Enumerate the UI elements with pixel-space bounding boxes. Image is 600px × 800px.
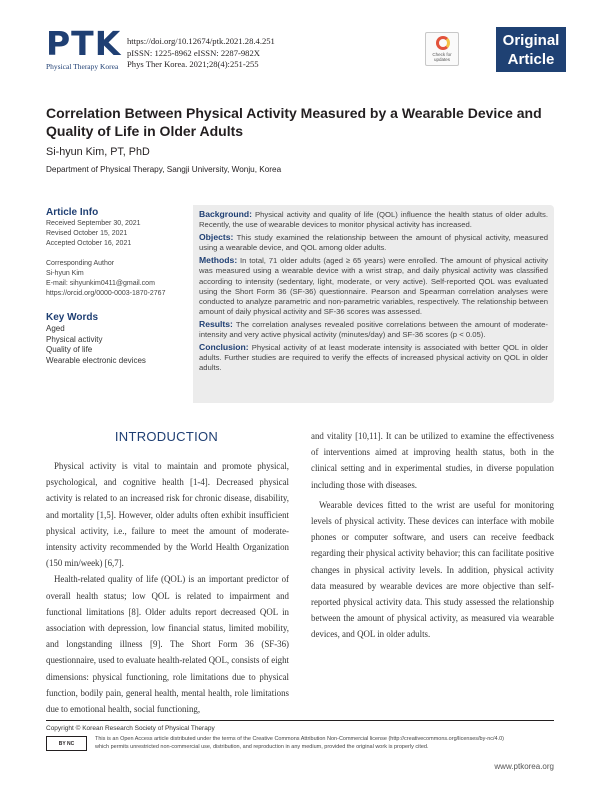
title-line-2: Quality of Life in Older Adults bbox=[46, 123, 244, 139]
conclusion-label: Conclusion: bbox=[199, 342, 249, 353]
keyword-item: Aged bbox=[46, 324, 65, 333]
article-identifiers bbox=[127, 36, 275, 71]
article-type-line1: Original bbox=[502, 32, 560, 49]
check-updates-label: Check for updates bbox=[432, 52, 452, 62]
copyright: Copyright © Korean Research Society of Physical Therapy bbox=[46, 725, 215, 732]
body-paragraph: Wearable devices fitted to the wrist are useful for monitoring levels of physical activity. These devices can interface with mobile phones or computer software, and users can receive feedback regarding their physical activity behavior; this can facilitate positive changes in physical activity levels. In addition, physical activity data measured by wearable devices are more objective than self-reported physical activity data. This study assessed the relationship between the amount of physical activity, as measured via wearable devices, and QOL in older adults. bbox=[311, 499, 554, 640]
revised-date: Revised October 15, 2021 bbox=[46, 230, 128, 237]
keyword-item: Wearable electronic devices bbox=[46, 355, 146, 365]
abstract-objects bbox=[199, 232, 548, 253]
corr-name: Si-hyun Kim bbox=[46, 270, 84, 277]
objects-text: This study examined the relationship between the amount of physical activity, measured using a wearable device, and QOL among older adults. bbox=[199, 233, 548, 253]
background-label: Background: bbox=[199, 209, 252, 219]
abstract-background bbox=[199, 209, 548, 230]
article-info-panel bbox=[46, 207, 196, 366]
corr-email[interactable]: E-mail: sihyunkim0411@gmail.com bbox=[46, 280, 155, 287]
corresponding-author bbox=[46, 259, 196, 299]
methods-text: In total, 71 older adults (aged ≥ 65 years) were enrolled. The amount of physical activity was measured using a wearable device with a wrist strap, and daily physical activity was classified according to intensity (sedentary, light, moderate, or very active). Self-reported QOL was evaluated using the Short Form 36 (SF-36) questionnaire. Pearson and Spearman correlation analyses were conducted to analyze parametric and non-parametric variables, respectively. The relationship between amount of daily physical activity and SF-36 scores was assessed. bbox=[199, 256, 548, 316]
article-title bbox=[46, 104, 546, 140]
body-column-right bbox=[311, 428, 554, 643]
body-paragraph: and vitality [10,11]. It can be utilized to examine the effectiveness of interventions aimed at improving health status, both in the clinical setting and in experimental studies, in diverse population including those with diseases. bbox=[311, 431, 554, 490]
keyword-item: Quality of life bbox=[46, 345, 93, 354]
journal-logo bbox=[46, 24, 122, 71]
background-text: Physical activity and quality of life (QOL) influence the health status of older adults. Recently, the use of wearable devices to monitor physical activity has increased. bbox=[199, 210, 548, 230]
doi-link[interactable]: https://doi.org/10.12674/ptk.2021.28.4.251 bbox=[127, 36, 275, 46]
corr-orcid[interactable]: https://orcid.org/0000-0003-1870-2767 bbox=[46, 290, 166, 297]
logo-text: PTK bbox=[46, 24, 122, 63]
journal-url[interactable]: www.ptkorea.org bbox=[494, 762, 554, 771]
corr-heading: Corresponding Author bbox=[46, 260, 115, 267]
authors: Si-hyun Kim, PT, PhD bbox=[46, 146, 150, 158]
results-label: Results: bbox=[199, 318, 233, 329]
abstract-conclusion bbox=[199, 342, 548, 373]
keywords-heading: Key Words bbox=[46, 312, 99, 323]
title-line-1: Correlation Between Physical Activity Measured by a Wearable Device and bbox=[46, 105, 542, 121]
cc-license-icon[interactable]: BY NC bbox=[46, 736, 87, 751]
accepted-date: Accepted October 16, 2021 bbox=[46, 240, 132, 247]
footer-divider bbox=[46, 720, 554, 721]
abstract-methods bbox=[199, 255, 548, 317]
conclusion-text: Physical activity of at least moderate intensity is associated with better QOL in older adults. Further studies are required to verify the effects of increased physical activity on QOL in older adults. bbox=[199, 343, 548, 373]
keywords bbox=[46, 312, 196, 366]
received-date: Received September 30, 2021 bbox=[46, 220, 141, 227]
abstract-box bbox=[193, 205, 554, 403]
body-paragraph: Health-related quality of life (QOL) is an important predictor of overall health status; low QOL is related to impairment and functional limitations [8]. Older adults report decreased QOL in association with depression, low financial status, limited mobility, and longstanding illness [9]. The Short Form 36 (SF-36) questionnaire, used to evaluate health-related QOL, consists of eight dimensions: physical functioning, role limitations due to physical function, bodily pain, general health, mental health, role limitations due to emotional health, social functioning, bbox=[46, 574, 290, 715]
methods-label: Methods: bbox=[199, 255, 238, 266]
introduction-heading: INTRODUCTION bbox=[114, 429, 219, 444]
article-type-badge bbox=[496, 27, 566, 72]
license-text bbox=[95, 735, 555, 751]
results-text: The correlation analyses revealed positive correlations between the amount of moderate-intensity and very active physical activity (minutes/day) and SF-36 scores (p < 0.05). bbox=[199, 319, 548, 340]
abstract-results bbox=[199, 319, 548, 340]
citation: Phys Ther Korea. 2021;28(4):251-255 bbox=[127, 59, 259, 69]
logo-subtitle: Physical Therapy Korea bbox=[46, 62, 119, 71]
body-column-left bbox=[46, 458, 289, 717]
keyword-item: Physical activity bbox=[46, 334, 103, 344]
article-info-heading: Article Info bbox=[46, 207, 99, 218]
license-line-2: which permits unrestricted non-commercial use, distribution, and reproduction in any medium, provided the original work is properly cited. bbox=[95, 744, 429, 750]
issn: pISSN: 1225-8962 eISSN: 2287-982X bbox=[127, 47, 260, 58]
check-updates-icon bbox=[436, 36, 450, 50]
license-line-1: This is an Open Access article distributed under the terms of the Creative Commons Attribution Non-Commercial license (http://creativecommons.org/licenses/by-nc/4.0) bbox=[95, 736, 505, 742]
body-paragraph: Physical activity is vital to maintain and promote physical, psychological, and cognitive health [1-4]. Decreased physical activity is related to an increased risk for chronic disease, disability, and mortality [1,5]. However, older adults often exhibit insufficient physical activity, i.e., failure to meet the amount of moderate-intensity activity recommended by the World Health Organization (150 min/week) [6,7]. bbox=[46, 461, 289, 569]
check-for-updates-badge[interactable] bbox=[425, 32, 459, 66]
affiliation: Department of Physical Therapy, Sangji University, Wonju, Korea bbox=[46, 165, 282, 174]
objects-label: Objects: bbox=[199, 232, 234, 243]
article-type-line2: Article bbox=[507, 51, 555, 68]
